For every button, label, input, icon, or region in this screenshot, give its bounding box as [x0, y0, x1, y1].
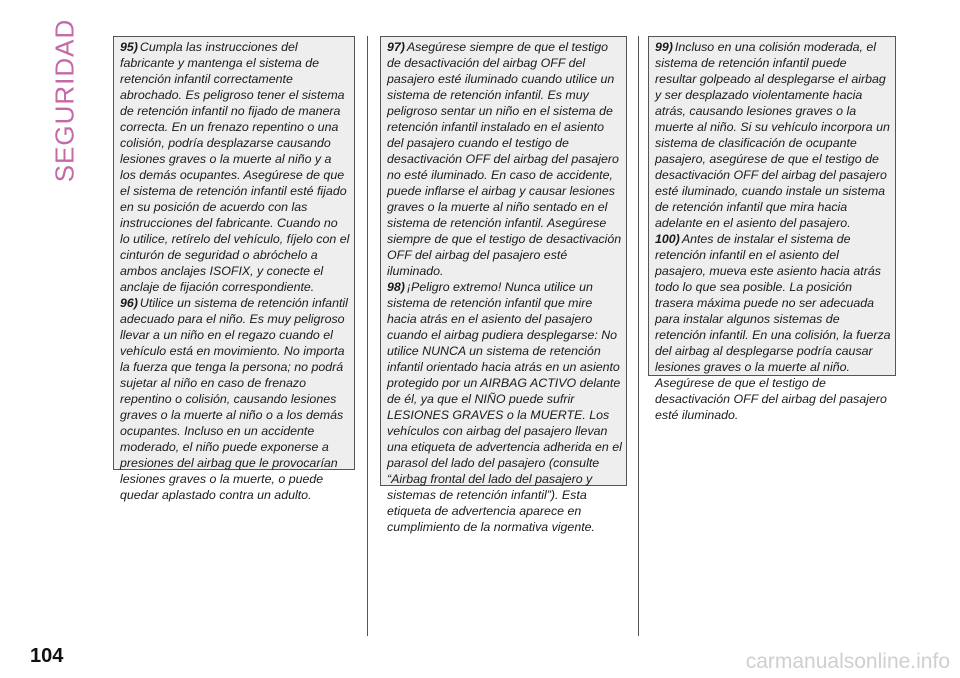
- note-text: Incluso en una colisión moderada, el sistema de retención infantil puede resultar golpeado al desplegarse el airbag y ser desplazado violentamente hacia atrás, causando lesiones graves o la muerte al niño. Si su vehículo incorpora un sistema de clasificación de ocupante pasajero, asegúrese de que el testigo de desactivación OFF del airbag del pasajero esté iluminado, cuando instale un sistema de retención infantil que mira hacia adelante en el asiento del pasajero.: [655, 40, 890, 230]
- note-text: Cumpla las instrucciones del fabricante y mantenga el sistema de retención infantil correctamente abrochado. Es peligroso tener el sistema de retención infantil no fijado de manera correcta. En un frenazo repentino o una colisión, podría desplazarse causando lesiones graves o la muerte al niño y a los demás ocupantes. Asegúrese de que el sistema de retención infantil esté fijado en su posición de acuerdo con las instrucciones del fabricante. Cuando no lo utilice, retírelo del vehículo, fíjelo con el cinturón de seguridad o abróchelo a ambos anclajes ISOFIX, y conecte el anclaje de fijación correspondiente.: [120, 40, 350, 294]
- warning-note-95: [120, 39, 350, 295]
- note-number: 96): [120, 296, 138, 310]
- note-text: Utilice un sistema de retención infantil adecuado para el niño. Es muy peligroso llevar a un niño en el regazo cuando el vehículo está en movimiento. No importa la fuerza que tenga la persona; no podrá sujetar al niño en caso de frenazo repentino o colisión, causando lesiones graves o la muerte al niño o a los demás ocupantes. Incluso en un accidente moderado, el niño puede exponerse a presiones del airbag que le provocarían lesiones graves o la muerte, o puede quedar aplastado contra un adulto.: [120, 296, 348, 502]
- warning-note-100: [655, 231, 891, 423]
- note-number: 95): [120, 40, 138, 54]
- warning-note-97: [387, 39, 622, 279]
- page-number: 104: [30, 645, 64, 667]
- warning-note-96: [120, 295, 350, 503]
- warning-box-column-3: [648, 36, 896, 422]
- note-number: 100): [655, 232, 680, 246]
- note-text: Antes de instalar el sistema de retención infantil en el asiento del pasajero, mueva este asiento hacia atrás todo lo que sea posible. La posición trasera máxima puede no ser adecuada para instalar algunos sistemas de retención infantil. En una colisión, la fuerza del airbag al desplegarse podría causar lesiones graves o la muerte al niño. Asegúrese de que el testigo de desactivación OFF del airbag del pasajero esté iluminado.: [655, 232, 891, 422]
- note-number: 99): [655, 40, 673, 54]
- column-divider: [367, 36, 368, 636]
- note-text: ¡Peligro extremo! Nunca utilice un sistema de retención infantil que mire hacia atrás en el asiento del pasajero cuando el airbag pudiera desplegarse: No utilice NUNCA un sistema de retención infantil orientado hacia atrás en un asiento protegido por un AIRBAG ACTIVO delante de él, ya que el NIÑO puede sufrir LESIONES GRAVES o la MUERTE. Los vehículos con airbag del pasajero llevan una etiqueta de advertencia adherida en el parasol del lado del pasajero (consulte “Airbag frontal del lado del pasajero y sistemas de retención infantil”). Esta etiqueta de advertencia aparece en cumplimiento de la normativa vigente.: [387, 280, 622, 534]
- warning-box-column-1: [113, 36, 355, 502]
- warning-note-99: [655, 39, 891, 231]
- note-number: 98): [387, 280, 405, 294]
- section-title: SEGURIDAD: [49, 18, 80, 182]
- column-divider: [638, 36, 639, 636]
- section-tab: [49, 18, 80, 182]
- warning-box-column-2: [380, 36, 627, 534]
- watermark: carmanualsonline.info: [745, 650, 950, 673]
- warning-note-98: [387, 279, 622, 535]
- note-number: 97): [387, 40, 405, 54]
- note-text: Asegúrese siempre de que el testigo de desactivación del airbag OFF del pasajero esté iluminado cuando utilice un sistema de retención infantil. Es muy peligroso sentar un niño en el sistema de retención infantil instalado en el asiento del pasajero cuando el testigo de desactivación OFF del airbag del pasajero no esté iluminado. En caso de accidente, puede inflarse el airbag y causar lesiones graves o la muerte al niño sentado en el sistema de retención infantil. Asegúrese siempre de que el testigo de desactivación OFF del airbag del pasajero esté iluminado.: [387, 40, 622, 278]
